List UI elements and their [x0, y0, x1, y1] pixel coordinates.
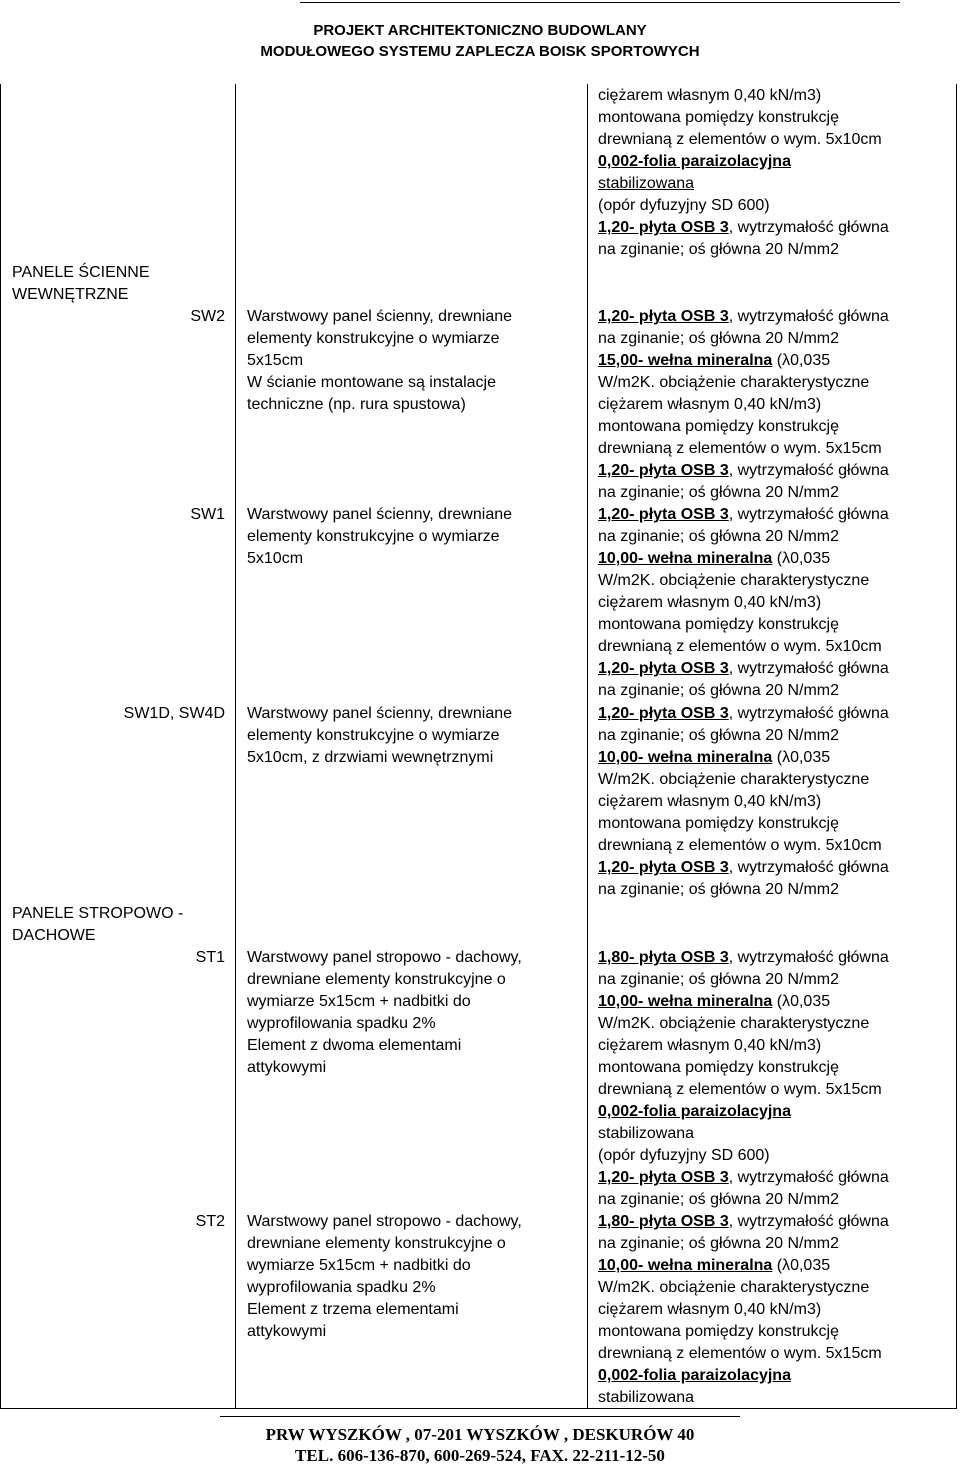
panel-spec: drewnianą z elementów o wym. 5x15cm	[598, 1081, 882, 1098]
panel-desc: attykowymi	[247, 1323, 327, 1340]
panel-spec: 1,20- płyta OSB 3, wytrzymałość główna	[598, 462, 889, 479]
panel-desc: 5x10cm	[247, 550, 304, 567]
table-divider-1	[235, 84, 236, 1409]
panel-spec: montowana pomiędzy konstrukcję	[598, 616, 840, 633]
panel-desc: drewniane elementy konstrukcyjne o	[247, 971, 506, 988]
panel-spec: 1,80- płyta OSB 3, wytrzymałość główna	[598, 949, 889, 966]
panel-code-sw2: SW2	[190, 308, 225, 325]
header-title-line2: MODUŁOWEGO SYSTEMU ZAPLECZA BOISK SPORTOWYCH	[260, 43, 700, 60]
footer-rule	[220, 1416, 740, 1417]
panel-spec: 1,20- płyta OSB 3, wytrzymałość główna	[598, 660, 889, 677]
panel-spec: drewnianą z elementów o wym. 5x15cm	[598, 440, 882, 457]
table-border-right	[956, 84, 957, 1409]
panel-spec: ciężarem własnym 0,40 kN/m3)	[598, 793, 822, 810]
panel-spec: W/m2K. obciążenie charakterystyczne	[598, 572, 870, 589]
panel-desc: Warstwowy panel stropowo - dachowy,	[247, 949, 522, 966]
table-border-left	[0, 84, 1, 1409]
panel-spec: ciężarem własnym 0,40 kN/m3)	[598, 1301, 822, 1318]
panel-spec: na zginanie; oś główna 20 N/mm2	[598, 528, 840, 545]
section-roof-title: PANELE STROPOWO -	[12, 905, 184, 922]
panel-desc: elementy konstrukcyjne o wymiarze	[247, 727, 500, 744]
section-wall-title: WEWNĘTRZNE	[12, 286, 129, 303]
section-roof-title: DACHOWE	[12, 927, 96, 944]
panel-spec: montowana pomiędzy konstrukcję	[598, 815, 840, 832]
footer-address: PRW WYSZKÓW , 07-201 WYSZKÓW , DESKURÓW 40	[265, 1425, 695, 1444]
panel-desc: W ścianie montowane są instalacje	[247, 374, 497, 391]
top-spec-line: drewnianą z elementów o wym. 5x10cm	[598, 131, 882, 148]
panel-spec: montowana pomiędzy konstrukcję	[598, 418, 840, 435]
panel-spec: W/m2K. obciążenie charakterystyczne	[598, 1279, 870, 1296]
panel-spec: 10,00- wełna mineralna (λ0,035	[598, 1257, 831, 1274]
panel-spec: na zginanie; oś główna 20 N/mm2	[598, 330, 840, 347]
panel-desc: drewniane elementy konstrukcyjne o	[247, 1235, 506, 1252]
top-spec-line: 0,002-folia paraizolacyjna	[598, 153, 791, 170]
panel-code-sw1: SW1	[190, 506, 225, 523]
header-rule	[300, 2, 900, 3]
panel-spec: 1,20- płyta OSB 3, wytrzymałość główna	[598, 308, 889, 325]
panel-spec: W/m2K. obciążenie charakterystyczne	[598, 1015, 870, 1032]
panel-desc: techniczne (np. rura spustowa)	[247, 396, 466, 413]
panel-code-st1: ST1	[195, 949, 225, 966]
top-spec-line: (opór dyfuzyjny SD 600)	[598, 197, 770, 214]
panel-spec: stabilizowana	[598, 1389, 695, 1406]
panel-spec: drewnianą z elementów o wym. 5x10cm	[598, 837, 882, 854]
panel-desc: wymiarze 5x15cm + nadbitki do	[247, 993, 471, 1010]
panel-code-sw1d: SW1D, SW4D	[123, 705, 225, 722]
panel-desc: 5x10cm, z drzwiami wewnętrznymi	[247, 749, 494, 766]
panel-spec: na zginanie; oś główna 20 N/mm2	[598, 682, 840, 699]
panel-desc: Element z trzema elementami	[247, 1301, 459, 1318]
panel-spec: 10,00- wełna mineralna (λ0,035	[598, 993, 831, 1010]
panel-desc: wyprofilowania spadku 2%	[247, 1015, 436, 1032]
panel-desc: Warstwowy panel ścienny, drewniane	[247, 705, 513, 722]
panel-spec: 1,20- płyta OSB 3, wytrzymałość główna	[598, 859, 889, 876]
panel-spec: na zginanie; oś główna 20 N/mm2	[598, 1191, 840, 1208]
panel-spec: 1,20- płyta OSB 3, wytrzymałość główna	[598, 705, 889, 722]
panel-spec: 1,20- płyta OSB 3, wytrzymałość główna	[598, 506, 889, 523]
panel-desc: Warstwowy panel ścienny, drewniane	[247, 506, 513, 523]
panel-spec: drewnianą z elementów o wym. 5x10cm	[598, 638, 882, 655]
panel-spec: W/m2K. obciążenie charakterystyczne	[598, 374, 870, 391]
panel-desc: 5x15cm	[247, 352, 304, 369]
panel-spec: 1,80- płyta OSB 3, wytrzymałość główna	[598, 1213, 889, 1230]
panel-spec: stabilizowana	[598, 1125, 695, 1142]
section-wall-title: PANELE ŚCIENNE	[12, 264, 150, 281]
panel-desc: attykowymi	[247, 1059, 327, 1076]
panel-desc: wyprofilowania spadku 2%	[247, 1279, 436, 1296]
panel-spec: na zginanie; oś główna 20 N/mm2	[598, 881, 840, 898]
footer-contact: TEL. 606-136-870, 600-269-524, FAX. 22-211-12-50	[295, 1446, 665, 1465]
panel-desc: Element z dwoma elementami	[247, 1037, 462, 1054]
panel-spec: ciężarem własnym 0,40 kN/m3)	[598, 396, 822, 413]
panel-spec: 10,00- wełna mineralna (λ0,035	[598, 550, 831, 567]
panel-spec: montowana pomiędzy konstrukcję	[598, 1059, 840, 1076]
top-spec-line: stabilizowana	[598, 175, 695, 192]
panel-desc: wymiarze 5x15cm + nadbitki do	[247, 1257, 471, 1274]
panel-spec: ciężarem własnym 0,40 kN/m3)	[598, 594, 822, 611]
panel-spec: 0,002-folia paraizolacyjna	[598, 1367, 791, 1384]
panel-spec: (opór dyfuzyjny SD 600)	[598, 1147, 770, 1164]
panel-spec: na zginanie; oś główna 20 N/mm2	[598, 484, 840, 501]
panel-spec: W/m2K. obciążenie charakterystyczne	[598, 771, 870, 788]
panel-spec: 15,00- wełna mineralna (λ0,035	[598, 352, 831, 369]
header-title-line1: PROJEKT ARCHITEKTONICZNO BUDOWLANY	[313, 22, 647, 39]
panel-spec: drewnianą z elementów o wym. 5x15cm	[598, 1345, 882, 1362]
panel-spec: na zginanie; oś główna 20 N/mm2	[598, 971, 840, 988]
top-spec-line: 1,20- płyta OSB 3, wytrzymałość główna	[598, 219, 889, 236]
top-spec-line: ciężarem własnym 0,40 kN/m3)	[598, 87, 822, 104]
panel-spec: montowana pomiędzy konstrukcję	[598, 1323, 840, 1340]
panel-desc: Warstwowy panel stropowo - dachowy,	[247, 1213, 522, 1230]
panel-spec: ciężarem własnym 0,40 kN/m3)	[598, 1037, 822, 1054]
top-spec-line: na zginanie; oś główna 20 N/mm2	[598, 241, 840, 258]
panel-desc: Warstwowy panel ścienny, drewniane	[247, 308, 513, 325]
panel-spec: na zginanie; oś główna 20 N/mm2	[598, 1235, 840, 1252]
table-border-bottom	[0, 1408, 957, 1409]
table-divider-2	[587, 84, 588, 1409]
panel-desc: elementy konstrukcyjne o wymiarze	[247, 528, 500, 545]
panel-spec: 1,20- płyta OSB 3, wytrzymałość główna	[598, 1169, 889, 1186]
panel-spec: na zginanie; oś główna 20 N/mm2	[598, 727, 840, 744]
panel-spec: 0,002-folia paraizolacyjna	[598, 1103, 791, 1120]
panel-desc: elementy konstrukcyjne o wymiarze	[247, 330, 500, 347]
panel-spec: 10,00- wełna mineralna (λ0,035	[598, 749, 831, 766]
top-spec-line: montowana pomiędzy konstrukcję	[598, 109, 840, 126]
panel-code-st2: ST2	[195, 1213, 225, 1230]
